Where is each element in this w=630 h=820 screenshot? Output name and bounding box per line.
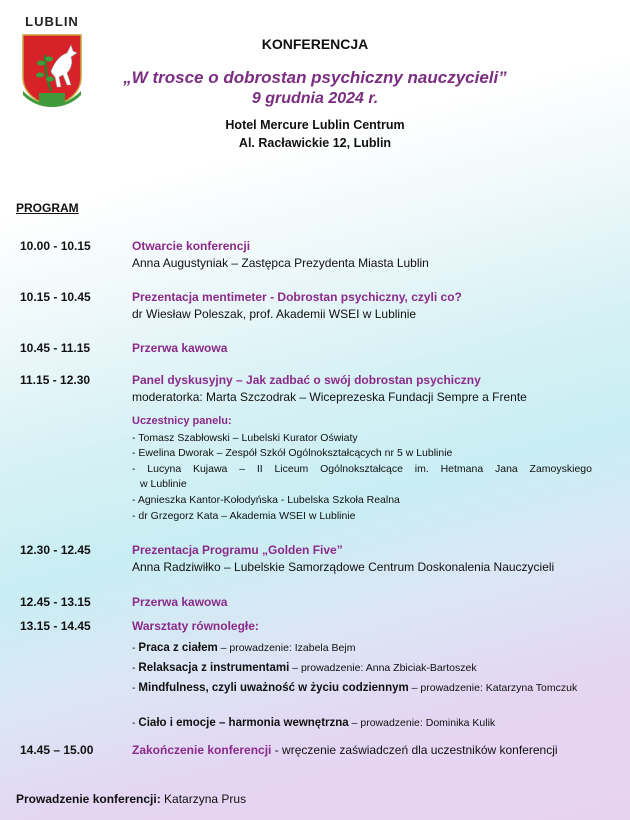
workshop-name: Mindfulness, czyli uważność w życiu codziennym bbox=[138, 682, 409, 694]
list-item: - dr Grzegorz Kata – Akademia WSEI w Lublinie bbox=[132, 509, 356, 522]
item-detail: Anna Augustyniak – Zastępca Prezydenta Miasta Lublin bbox=[132, 256, 429, 270]
workshop-lead: – prowadzenie: Anna Zbiciak-Bartoszek bbox=[289, 662, 477, 674]
list-item: - Tomasz Szabłowski – Lubelski Kurator Oświaty bbox=[132, 431, 358, 444]
program-item bbox=[132, 372, 527, 406]
time-slot: 13.15 - 14.45 bbox=[20, 619, 91, 633]
list-item: - Lucyna Kujawa – II Liceum Ogólnokształcące im. Hetmana Jana Zamoyskiego bbox=[132, 462, 592, 475]
item-title: Prezentacja Programu „Golden Five” bbox=[132, 543, 343, 557]
conference-host bbox=[16, 792, 246, 806]
program-item bbox=[132, 340, 227, 357]
list-item: - Ewelina Dworak – Zespół Szkół Ogólnokształcących nr 5 w Lublinie bbox=[132, 447, 453, 460]
item-title: Przerwa kawowa bbox=[132, 341, 228, 355]
item-title: Przerwa kawowa bbox=[132, 595, 228, 609]
time-slot: 12.45 - 13.15 bbox=[20, 595, 91, 609]
host-label: Prowadzenie konferencji: bbox=[16, 792, 161, 806]
venue-name: Hotel Mercure Lublin Centrum bbox=[225, 118, 405, 132]
program-item bbox=[132, 742, 602, 759]
conference-date: 9 grudnia 2024 r. bbox=[251, 90, 379, 107]
panel-members bbox=[132, 414, 592, 524]
workshop-lead: – prowadzenie: Izabela Bejm bbox=[217, 642, 356, 654]
workshop-name: Ciało i emocje – harmonia wewnętrzna bbox=[138, 717, 349, 729]
time-slot: 10.15 - 10.45 bbox=[20, 290, 91, 304]
conference-label: KONFERENCJA bbox=[261, 36, 369, 52]
program-item bbox=[132, 618, 259, 635]
venue-address: Al. Racławickie 12, Lublin bbox=[238, 136, 392, 150]
time-slot: 10.45 - 11.15 bbox=[20, 341, 91, 355]
item-detail: - wręczenie zaświadczeń dla uczestników konferencji bbox=[271, 743, 558, 757]
logo-text: LUBLIN bbox=[25, 14, 79, 29]
program-heading: PROGRAM bbox=[16, 201, 79, 215]
list-item: - Agnieszka Kantor-Kołodyńska - Lubelska Szkoła Realna bbox=[132, 493, 400, 506]
workshop-item: - Praca z ciałem – prowadzenie: Izabela Bejm bbox=[132, 642, 356, 654]
workshop-item: - Ciało i emocje – harmonia wewnętrzna – prowadzenie: Dominika Kulik bbox=[132, 717, 496, 729]
workshop-name: Relaksacja z instrumentami bbox=[138, 662, 290, 674]
conference-title: „W trosce o dobrostan psychiczny nauczycieli” bbox=[123, 68, 507, 87]
panel-heading: Uczestnicy panelu: bbox=[132, 415, 232, 427]
time-slot: 12.30 - 12.45 bbox=[20, 543, 91, 557]
item-title: Otwarcie konferencji bbox=[132, 239, 251, 253]
item-detail: Anna Radziwiłko – Lubelskie Samorządowe Centrum Doskonalenia Nauczycieli bbox=[132, 560, 555, 574]
time-slot: 11.15 - 12.30 bbox=[20, 373, 91, 387]
item-title-rest: - Dobrostan psychiczny, czyli co? bbox=[266, 290, 462, 304]
item-title: Zakończenie konferencji bbox=[132, 743, 272, 757]
program-item bbox=[132, 542, 554, 576]
host-name: Katarzyna Prus bbox=[160, 792, 247, 806]
time-slot: 10.00 - 10.15 bbox=[20, 239, 91, 253]
workshop-name: Praca z ciałem bbox=[138, 642, 218, 654]
workshop-item: - Relaksacja z instrumentami – prowadzenie: Anna Zbiciak-Bartoszek bbox=[132, 662, 477, 674]
item-detail: moderatorka: Marta Szczodrak – Wiceprezeska Fundacji Sempre a Frente bbox=[132, 390, 527, 404]
program-item bbox=[132, 289, 462, 323]
time-slot: 14.45 – 15.00 bbox=[20, 743, 94, 757]
workshop-lead: – prowadzenie: Katarzyna Tomczuk bbox=[408, 682, 578, 694]
workshop-lead: – prowadzenie: Dominika Kulik bbox=[348, 717, 496, 729]
item-detail: dr Wiesław Poleszak, prof. Akademii WSEI w Lublinie bbox=[132, 307, 417, 321]
program-item bbox=[132, 594, 227, 611]
item-title: Prezentacja mentimeter bbox=[132, 290, 267, 304]
program-item bbox=[132, 238, 429, 272]
item-title: Warsztaty równoległe: bbox=[132, 619, 259, 633]
workshop-item: - Mindfulness, czyli uważność w życiu codziennym – prowadzenie: Katarzyna Tomczuk bbox=[132, 682, 578, 694]
item-title: Panel dyskusyjny – Jak zadbać o swój dobrostan psychiczny bbox=[132, 373, 481, 387]
list-item: w Lublinie bbox=[140, 478, 187, 491]
